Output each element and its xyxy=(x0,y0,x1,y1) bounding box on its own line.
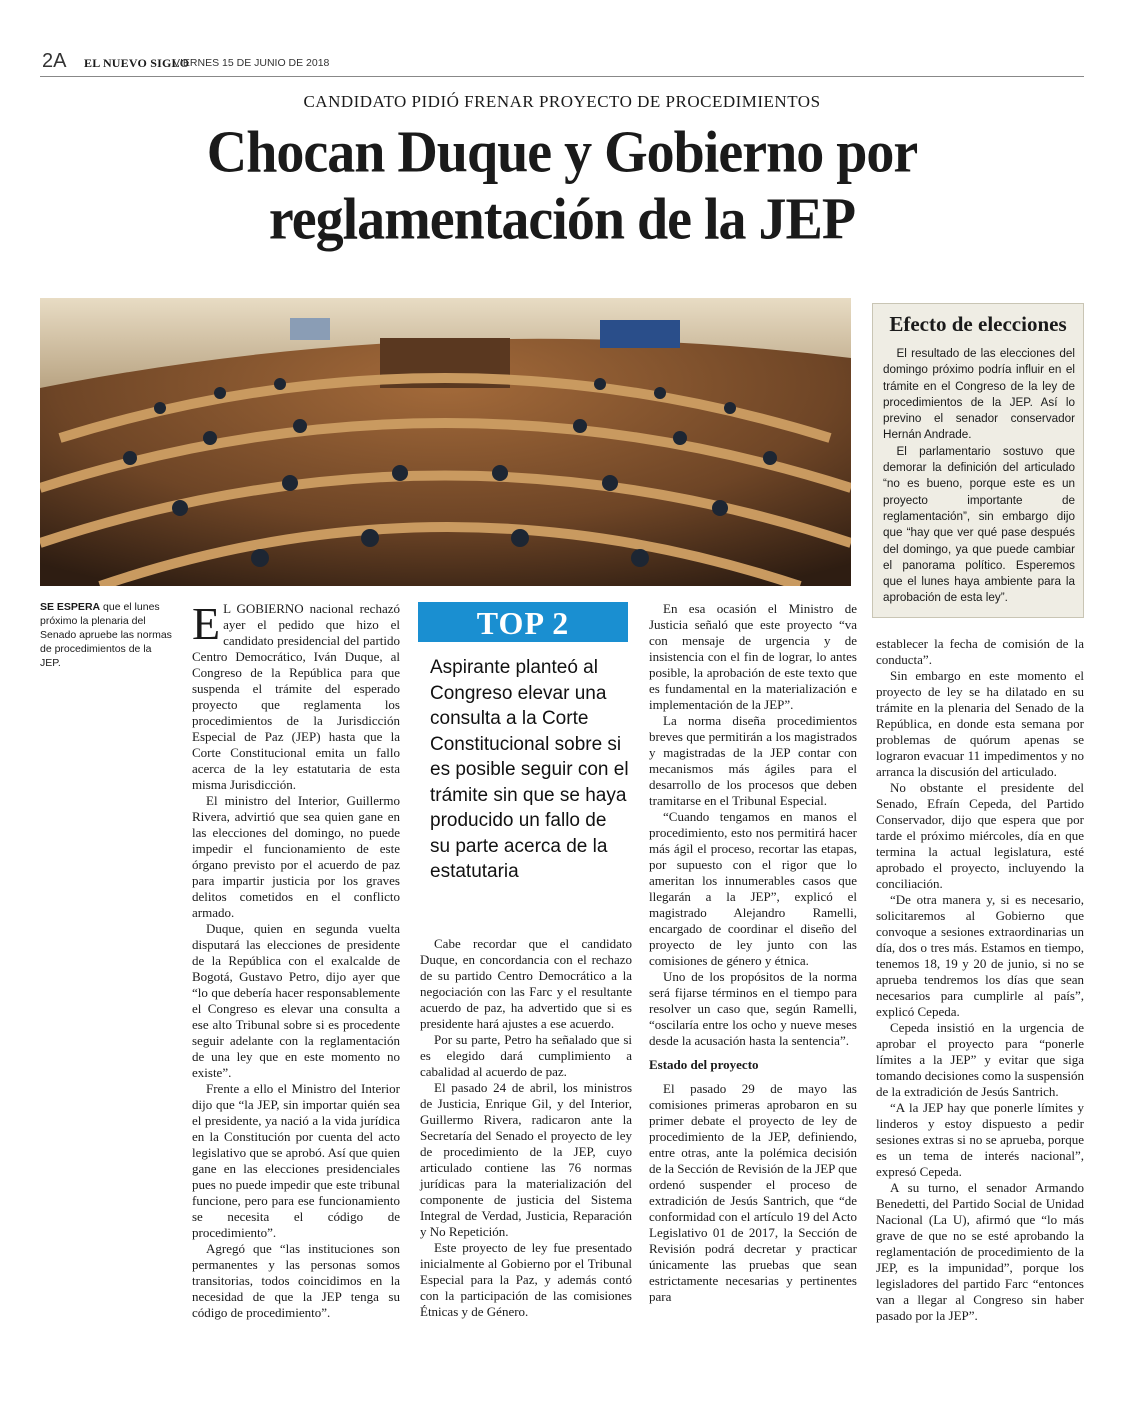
senate-chamber-photo xyxy=(40,298,851,586)
sidebar-title: Efecto de elecciones xyxy=(889,312,1067,336)
article-paragraph: Uno de los propósitos de la norma será fijarse términos en el tiempo para resolver un caso que, según Ramelli, “oscilaría entre los ocho y nueve meses desde la acusación hasta la sentencia”. xyxy=(649,969,857,1048)
article-paragraph: Sin embargo en este momento el proyecto de ley se ha dilatado en su trámite en la plenaria del Senado de la República, en donde esta semana por problemas de quórum apenas se lograron evacuar 11 impedimentos y no arranca la discusión del articulado. xyxy=(876,668,1084,779)
sidebar-paragraph: El resultado de las elecciones del domingo próximo podría influir en el trámite en el Congreso de la ley de procedimientos de la JEP. Así lo previno el senador conservador Hernán Andrade. xyxy=(883,346,1075,442)
sidebar-box xyxy=(872,303,1084,618)
article-paragraph: Este proyecto de ley fue presentado inicialmente al Gobierno por el Tribunal Especial para la Paz, y además contó con la participación de las comisiones Étnicas y de Género. xyxy=(420,1240,632,1319)
caption-lead: SE ESPERA xyxy=(40,601,101,613)
article-paragraph: El pasado 29 de mayo las comisiones primeras aprobaron en su primer debate el proyecto de ley de procedimiento de la JEP, definiendo, entre otras, ante la polémica decisión de la Sección de Revisión de la JEP que ordenó suspender el proceso de extradición de Jesús Santrich, que “de conformidad con el artículo 19 del Acto Legislativo 01 de 2017, la Sección de Revisión podrá decretar y practicar únicamente las pruebas que sean estrictamente necesarias y pertinentes para xyxy=(649,1081,857,1304)
article-text: nacional rechazó ayer el pedido que hizo el candidato presidencial del partido Centro Democrático, Iván Duque, al Congreso de la República para que suspenda el trámite del esperado proyecto que reglamenta los procedimientos de la Jurisdicción Especial de Paz (JEP) hasta que la Corte Constitucional emita un fallo acerca de la ley estatutaria de esta misma Jurisdicción. xyxy=(192,601,400,792)
article-paragraph: No obstante el presidente del Senado, Efraín Cepeda, del Partido Conservador, dijo que espera que por tarde el próximo miércoles, día en que termina la actual legislatura, esté aprobado el proyecto, incluyendo la conciliación. xyxy=(876,780,1084,891)
header-divider xyxy=(40,76,1084,77)
chamber-illustration xyxy=(40,298,851,586)
article-paragraph: “A la JEP hay que ponerle límites y linderos y estoy dispuesto a pedir sesiones extras si no se aprueba, porque es un tema de interés nacional”, expresó Cepeda. xyxy=(876,1100,1084,1179)
page-number: 2A xyxy=(42,50,67,72)
article-paragraph: A su turno, el senador Armando Benedetti, del Partido Social de Unidad Nacional (La U), afirmó que “lo más grave de que no se esté aprobando la reglamentación de procedimiento de la JEP, es la impunidad”, porque los legisladores del partido Farc “entonces van a llegar al Congreso sin haber pasado por la JEP”. xyxy=(876,1180,1084,1323)
headline-line-1: Chocan Duque y Gobierno por xyxy=(206,119,918,185)
article-paragraph: El ministro del Interior, Guillermo Rivera, advirtió que sea quien gane en las elecciones del domingo, no puede impedir el funcionamiento de este órgano previsto por el acuerdo de paz para impartir justicia por los graves delitos cometidos en el conflicto armado. xyxy=(192,793,400,920)
article-paragraph: Cabe recordar que el candidato Duque, en concordancia con el rechazo de su partido Centro Democrático a la negociación con las Farc y el resultante acuerdo de paz, ha advertido que si es presidente hará ajustes a ese acuerdo. xyxy=(420,936,632,1031)
kicker: CANDIDATO PIDIÓ FRENAR PROYECTO DE PROCEDIMIENTOS xyxy=(303,92,821,111)
article-paragraph: El pasado 24 de abril, los ministros de Justicia, Enrique Gil, y del Interior, Guillermo Rivera, radicaron ante la Secretaría del Senado el proyecto de ley de procedimiento de la JEP, cuyo articulado contiene las 76 normas jurídicas para la materialización del componente de justicia del Sistema Integral de Verdad, Justicia, Reparación y No Repetición. xyxy=(420,1080,632,1239)
section-subhead: Estado del proyecto xyxy=(649,1057,759,1072)
sidebar-paragraph: El parlamentario sostuvo que demorar la definición del articulado “no es bueno, porque este es un proyecto importante de reglamentación”, sin embargo dijo que “hay que ver qué pase después del domingo, ya que puede cambiar el panorama político. Esperemos que el lunes haya ambiente para la aprobación de esta ley”. xyxy=(883,443,1075,605)
article-paragraph: Frente a ello el Ministro del Interior dijo que “la JEP, sin importar quién sea el presidente, ya nació a la vida jurídica en la Constitución por cuenta del acto legislativo que se aprobó. Así que quien gane en las elecciones presidenciales pues no puede impedir que este tribunal funcione, pero para ese funcionamiento se necesita el código de procedimiento”. xyxy=(192,1081,400,1240)
article-column-4 xyxy=(876,636,1084,1324)
article-column-3 xyxy=(649,601,857,1305)
caption-text: que el lunes próximo la plenaria del Senado apruebe las normas de procedimientos de la JEP. xyxy=(40,601,172,669)
headline xyxy=(140,119,984,253)
article-paragraph: En esa ocasión el Ministro de Justicia señaló que este proyecto “va con mensaje de urgencia y de insistencia con el fin de lograr, lo antes posible, la aprobación de este texto que es fundamental en la materialización e implementación de la JEP”. xyxy=(649,601,857,712)
article-column-2 xyxy=(420,936,632,1320)
article-paragraph: Duque, quien en segunda vuelta disputará las elecciones de presidente de la República con el exalcalde de Bogotá, Gustavo Petro, dijo ayer que “lo que debería hacer responsablemente el Congreso es elevar una consulta a ese alto Tribunal sobre si es procedente seguir adelante con la reglamentación de una ley que en este momento no existe”. xyxy=(192,921,400,1080)
top2-banner: TOP 2 xyxy=(418,602,628,642)
pull-quote: Aspirante planteó al Congreso elevar una consulta a la Corte Constitucional sobre si es posible seguir con el trámite sin que se haya producido un fallo de su parte acerca de la estatutaria xyxy=(430,657,629,882)
article-paragraph: “Cuando tengamos en manos el procedimiento, esto nos permitirá hacer más ágil el proceso, recortar las etapas, por supuesto con el rigor que lo ameritan los innumerables casos que llegarán a la JEP”, explicó el magistrado Alejandro Ramelli, encargado de coordinar el diseño del proyecto de ley junto con las comisiones de género y étnica. xyxy=(649,809,857,968)
article-paragraph: Por su parte, Petro ha señalado que si es elegido dará cumplimiento a cabalidad al acuerdo de paz. xyxy=(420,1032,632,1079)
photo-caption xyxy=(40,600,174,670)
lead-in: L GOBIERNO xyxy=(223,601,304,616)
article-paragraph: Cepeda insistió en la urgencia de aprobar el proyecto para “ponerle límites a la JEP” y evitar que siga tomando decisiones como la suspensión de la extradición de Jesús Santrich. xyxy=(876,1020,1084,1099)
article-paragraph: “De otra manera y, si es necesario, solicitaremos al Gobierno que convoque a sesiones extraordinarias un día, dos o tres más. Estamos en tiempo, tenemos 18, 19 y 20 de junio, si no se aprueba tendremos los días que sean necesarios para cumplirle al país”, explicó Cepeda. xyxy=(876,892,1084,1019)
headline-line-2: reglamentación de la JEP xyxy=(268,187,856,253)
masthead: EL NUEVO SIGLO xyxy=(84,56,190,70)
issue-date: VIERNES 15 DE JUNIO DE 2018 xyxy=(173,57,330,69)
article-paragraph xyxy=(192,598,400,793)
article-paragraph: Agregó que “las instituciones son permanentes y las personas somos transitorias, todos coincidimos en la necesidad de que la JEP tenga su código de procedimiento”. xyxy=(192,1241,400,1320)
drop-cap: E xyxy=(192,598,221,649)
article-column-1 xyxy=(192,598,400,1321)
article-paragraph: establecer la fecha de comisión de la conducta”. xyxy=(876,636,1084,667)
article-paragraph: La norma diseña procedimientos breves que permitirán a los magistrados y magistradas de la JEP contar con mecanismos más ágiles para el desarrollo de los procesos que deben tramitarse en el Tribunal Especial. xyxy=(649,713,857,808)
